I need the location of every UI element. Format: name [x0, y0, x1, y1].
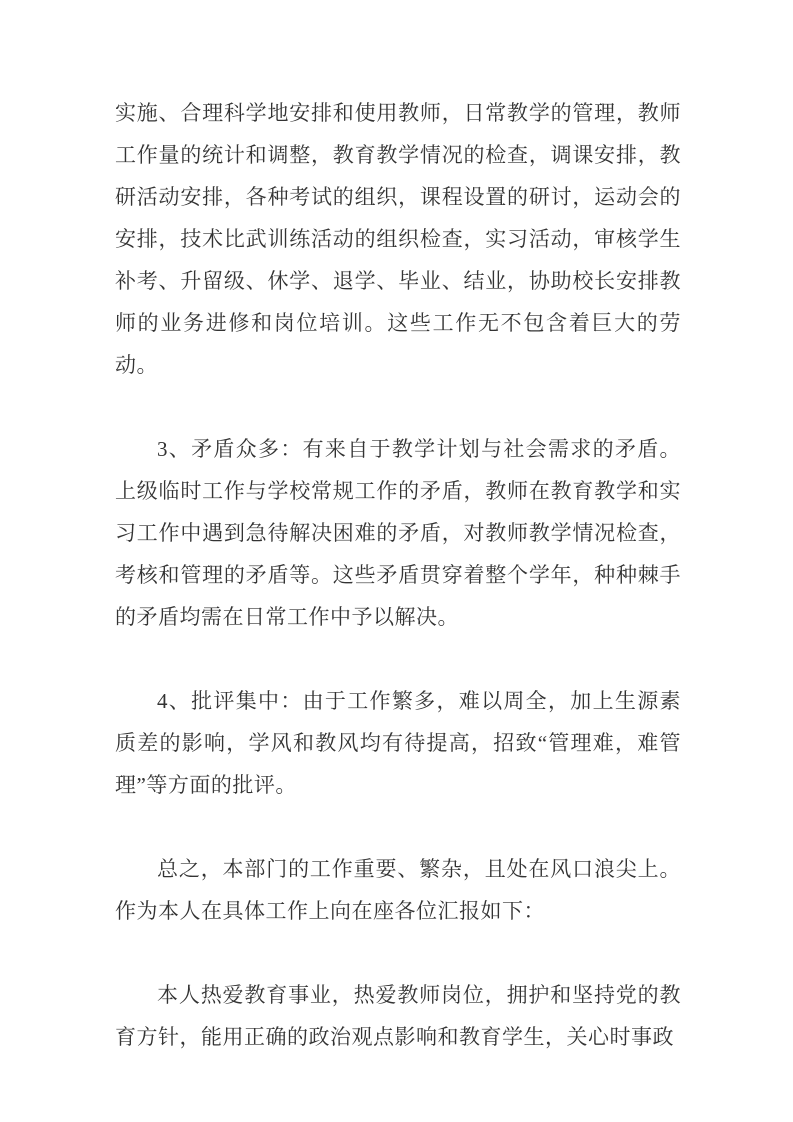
paragraph-point-3-contradictions: 3、矛盾众多：有来自于教学计划与社会需求的矛盾。上级临时工作与学校常规工作的矛盾，教师在教育教学和实习工作中遇到急待解决困难的矛盾，对教师教学情况检查，考核和管理的矛盾等。这些矛盾贯穿着整个学年，种种棘手的矛盾均需在日常工作中予以解决。: [115, 437, 681, 629]
document-body: [115, 92, 681, 1058]
paragraph-point-4-criticism: 4、批评集中：由于工作繁多，难以周全，加上生源素质差的影响，学风和教风均有待提高，招致“管理难，难管理”等方面的批评。: [115, 689, 681, 797]
paragraph-duties-continuation: 实施、合理科学地安排和使用教师，日常教学的管理，教师工作量的统计和调整，教育教学情况的检查，调课安排，教研活动安排，各种考试的组织，课程设置的研讨，运动会的安排，技术比武训练活动的组织检查，实习活动，审核学生补考、升留级、休学、退学、毕业、结业，协助校长安排教师的业务进修和岗位培训。这些工作无不包含着巨大的劳动。: [115, 101, 681, 377]
paragraph-personal-report-start: 本人热爱教育事业，热爱教师岗位，拥护和坚持党的教育方针，能用正确的政治观点影响和教育学生，关心时事政: [115, 983, 681, 1049]
paragraph-summary: 总之，本部门的工作重要、繁杂，且处在风口浪尖上。作为本人在具体工作上向在座各位汇报如下：: [115, 857, 681, 923]
